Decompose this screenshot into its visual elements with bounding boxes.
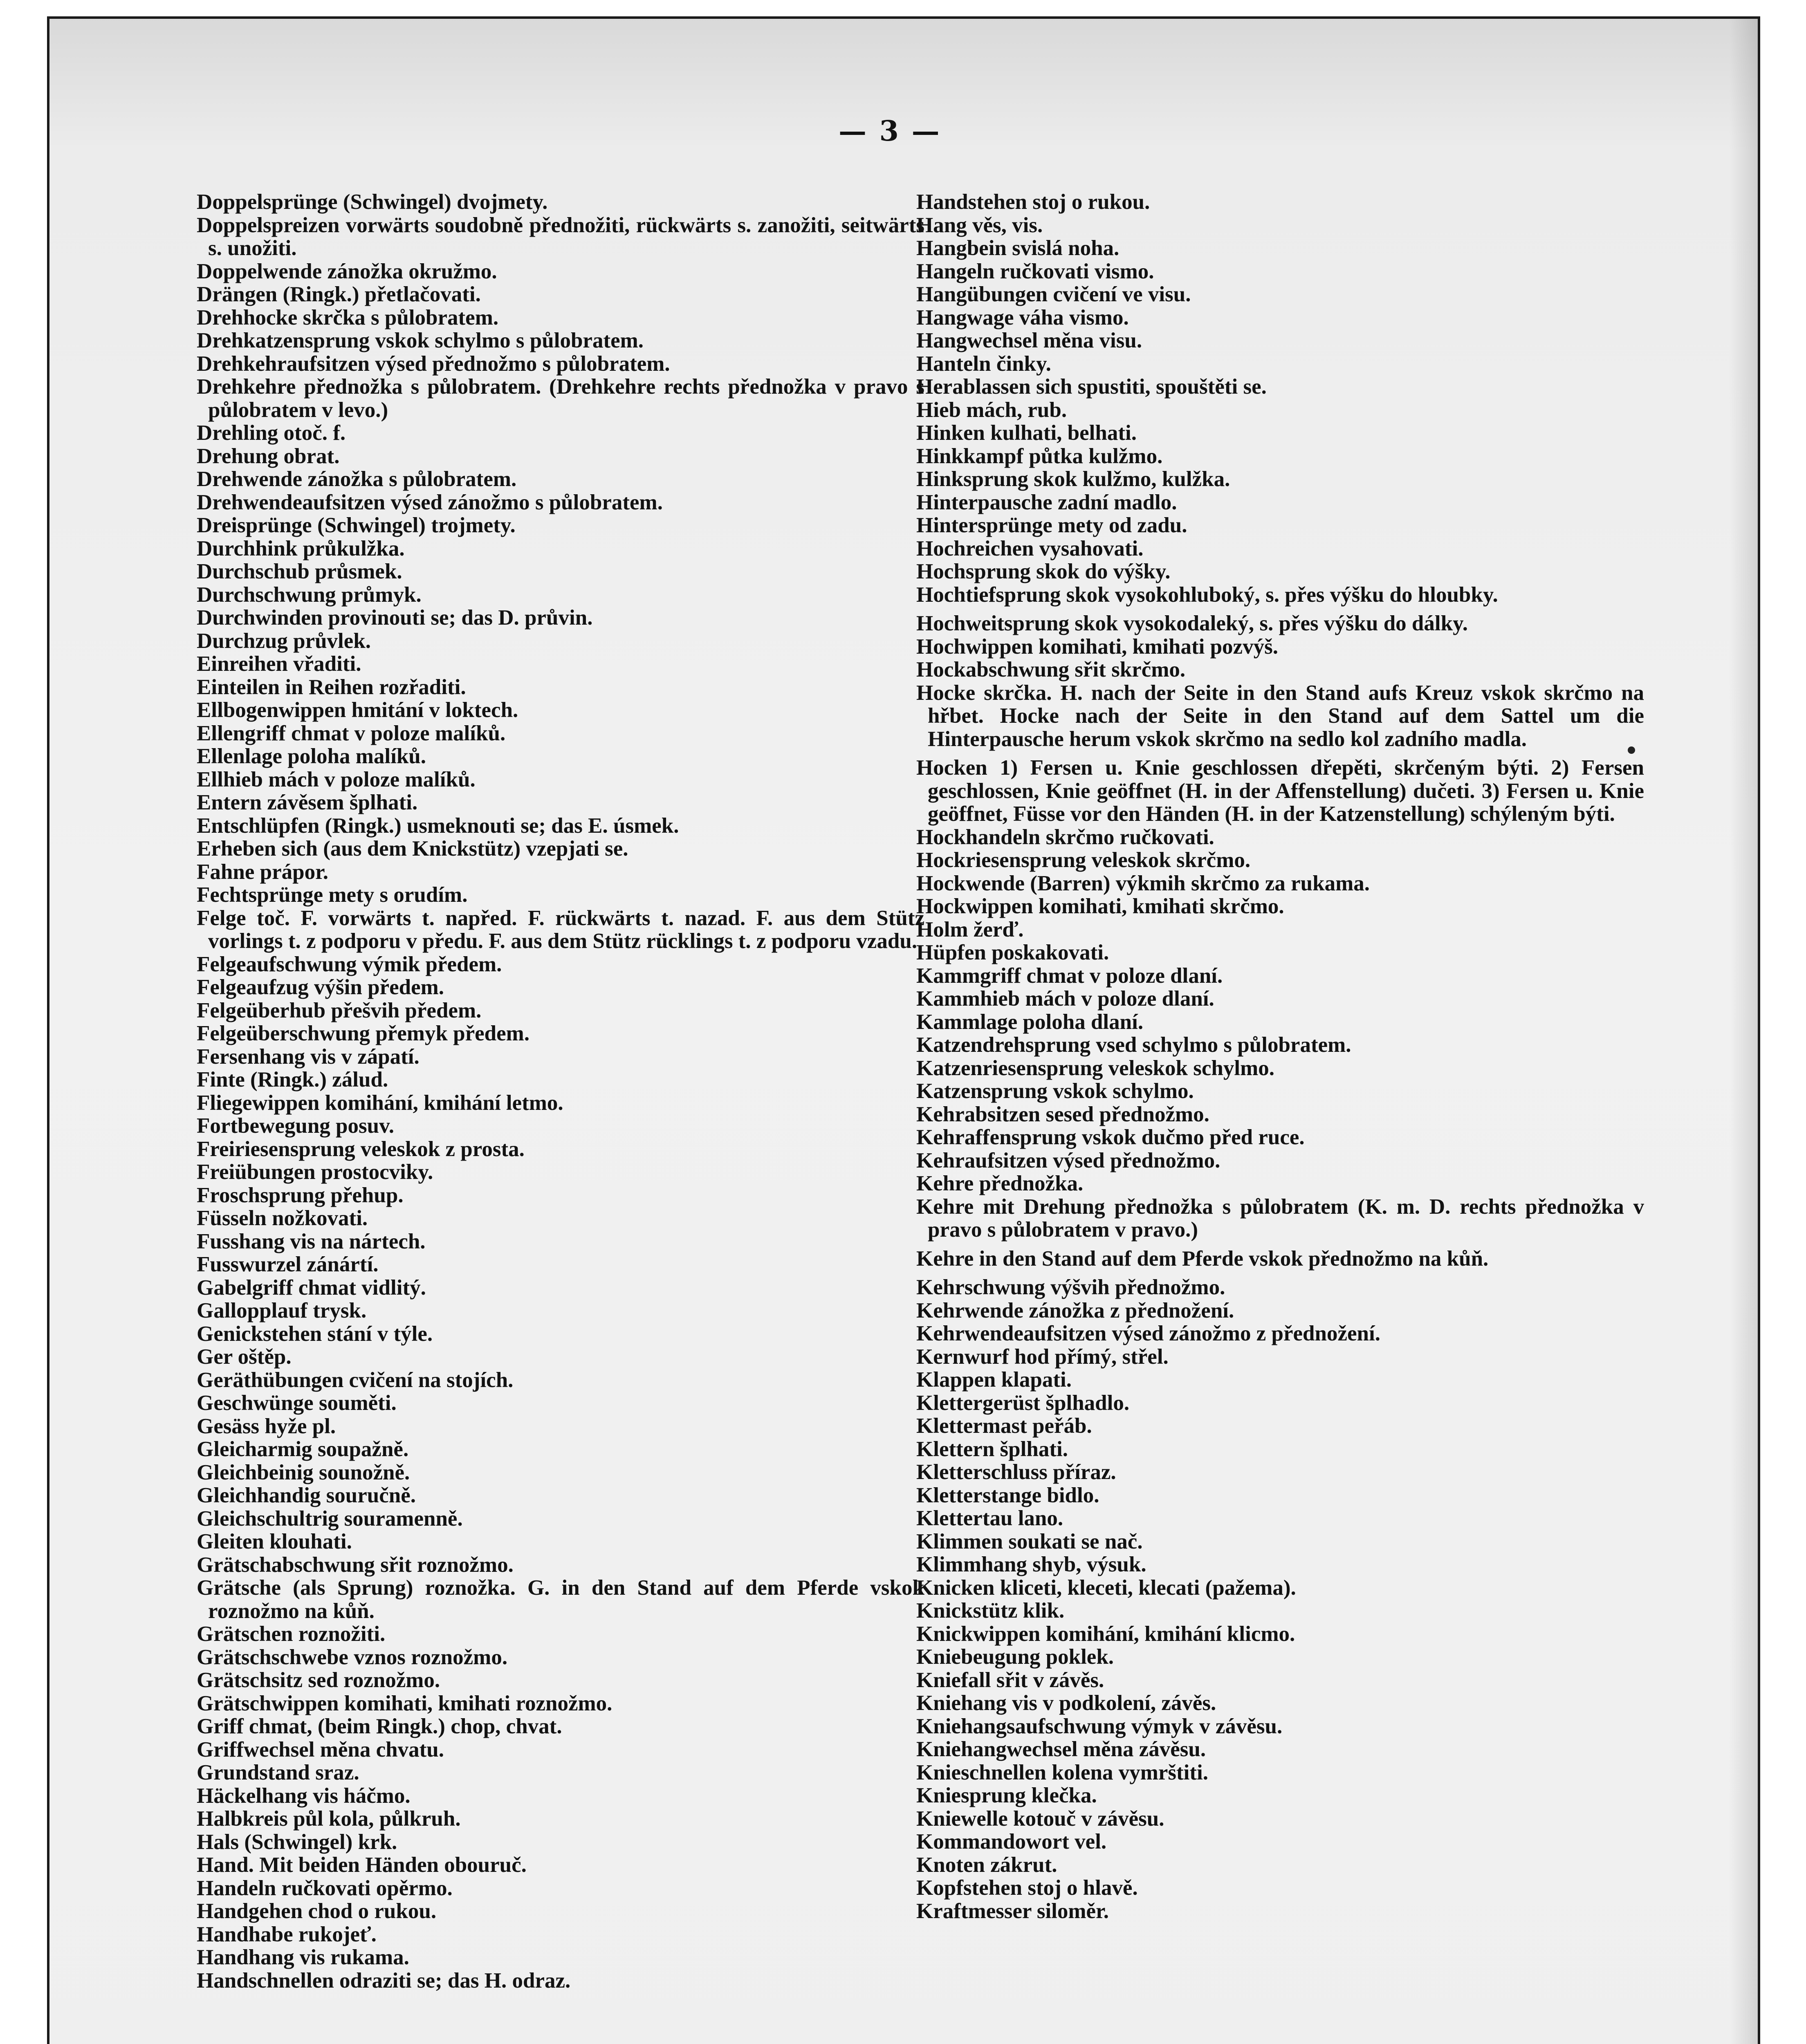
- dictionary-entry: Grätschen roznožiti.: [197, 1622, 386, 1646]
- dictionary-entry: Drehkehre přednožka s půlobratem. (Drehkehre rechts přednožka v pravo s půlobratem v levo.): [197, 375, 924, 422]
- dictionary-entry: Kehrabsitzen sesed přednožmo.: [916, 1102, 1209, 1126]
- right-column: [916, 191, 1644, 1923]
- dictionary-entry: Kammhieb mách v poloze dlaní.: [916, 987, 1214, 1011]
- dictionary-entry: Hochweitsprung skok vysokodaleký, s. přes výšku do dálky.: [916, 612, 1468, 635]
- dictionary-entry: Häckelhang vis háčmo.: [197, 1784, 411, 1808]
- dictionary-entry: Ellhieb mách v poloze malíků.: [197, 767, 476, 791]
- dictionary-entry: Geräthübungen cvičení na stojích.: [197, 1368, 514, 1392]
- dictionary-entry: Felge toč. F. vorwärts t. napřed. F. rückwärts t. nazad. F. aus dem Stütz vorlings t. z podporu v předu. F. aus dem Stütz rücklings t. z podporu vzadu.: [197, 906, 924, 953]
- dictionary-entry: Gleiten klouhati.: [197, 1530, 352, 1553]
- dictionary-entry: Kopfstehen stoj o hlavě.: [916, 1876, 1138, 1900]
- dictionary-entry: Kehraffensprung vskok dučmo před ruce.: [916, 1125, 1305, 1149]
- dictionary-entry: Gleicharmig soupažně.: [197, 1437, 409, 1461]
- dictionary-entry: Handhang vis rukama.: [197, 1945, 409, 1969]
- dictionary-entry: Kammlage poloha dlaní.: [916, 1010, 1144, 1034]
- page-edge-shadow-right: [1729, 19, 1758, 2044]
- dictionary-entry: Hinken kulhati, belhati.: [916, 421, 1137, 445]
- dictionary-entry: Klettermast peřáb.: [916, 1414, 1092, 1438]
- dictionary-entry: Hocken 1) Fersen u. Knie geschlossen dřepěti, skrčeným býti. 2) Fersen geschlossen, Knie geöffnet (H. in der Affenstellung) dučeti. 3) Fersen u. Knie geöffnet, Füsse vor den Händen (H. in der Katzenstellung) schýleným býti.: [916, 756, 1644, 826]
- dictionary-entry: Gleichschultrig souramenně.: [197, 1506, 463, 1531]
- dictionary-entry: Kraftmesser siloměr.: [916, 1899, 1109, 1923]
- dictionary-entry: Hand. Mit beiden Händen obouruč.: [197, 1853, 527, 1877]
- dictionary-entry: Griff chmat, (beim Ringk.) chop, chvat.: [197, 1715, 562, 1738]
- dictionary-entry: Hanteln činky.: [916, 352, 1051, 376]
- dictionary-entry: Hinksprung skok kulžmo, kulžka.: [916, 467, 1230, 491]
- dictionary-entry: Drehwende zánožka s půlobratem.: [197, 467, 517, 491]
- print-speck: [1628, 746, 1635, 754]
- dictionary-entry: Ellbogenwippen hmitání v loktech.: [197, 698, 518, 722]
- dictionary-entry: Durchhink průkulžka.: [197, 536, 405, 560]
- dictionary-entry: Herablassen sich spustiti, spouštěti se.: [916, 375, 1267, 399]
- dictionary-entry: Kniehangsaufschwung výmyk v závěsu.: [916, 1714, 1283, 1738]
- dictionary-entry: Fechtsprünge mety s orudím.: [197, 883, 468, 907]
- dictionary-entry: Kehre in den Stand auf dem Pferde vskok přednožmo na kůň.: [916, 1246, 1489, 1271]
- dictionary-entry: Klettergerüst šplhadlo.: [916, 1391, 1130, 1415]
- dictionary-entry: Freiriesensprung veleskok z prosta.: [197, 1137, 525, 1161]
- dictionary-entry: Drehhocke skrčka s půlobratem.: [197, 305, 499, 329]
- dictionary-entry: Holm žerď.: [916, 917, 1024, 941]
- dictionary-entry: Drängen (Ringk.) přetlačovati.: [197, 282, 481, 306]
- dictionary-entry: Doppelsprünge (Schwingel) dvojmety.: [197, 190, 548, 214]
- dictionary-entry: Geschwünge souměti.: [197, 1391, 397, 1415]
- dictionary-entry: Kommandowort vel.: [916, 1830, 1107, 1853]
- dictionary-entry: Füsseln nožkovati.: [197, 1206, 368, 1230]
- dictionary-entry: Grundstand sraz.: [197, 1761, 359, 1784]
- dictionary-entry: Froschsprung přehup.: [197, 1183, 404, 1207]
- dictionary-entry: Hals (Schwingel) krk.: [197, 1830, 397, 1854]
- dictionary-entry: Hangeln ručkovati vismo.: [916, 259, 1154, 283]
- dictionary-entry: Handschnellen odraziti se; das H. odraz.: [197, 1968, 571, 1992]
- dictionary-entry: Ellengriff chmat v poloze malíků.: [197, 721, 506, 745]
- dictionary-entry: Handstehen stoj o rukou.: [916, 190, 1150, 214]
- dictionary-entry: Hieb mách, rub.: [916, 398, 1067, 422]
- dictionary-entry: Fusshang vis na nártech.: [197, 1229, 426, 1253]
- dictionary-entry: Dreisprünge (Schwingel) trojmety.: [197, 513, 516, 537]
- dictionary-entry: Kammgriff chmat v poloze dlaní.: [916, 964, 1223, 988]
- dictionary-entry: Knieschnellen kolena vymrštiti.: [916, 1760, 1209, 1784]
- dictionary-entry: Ger oštěp.: [197, 1345, 292, 1369]
- dictionary-entry: Knickwippen komihání, kmihání klicmo.: [916, 1622, 1295, 1646]
- dictionary-entry: Kniesprung klečka.: [916, 1784, 1097, 1807]
- dictionary-entry: Katzenriesensprung veleskok schylmo.: [916, 1056, 1274, 1080]
- dictionary-entry: Hang věs, vis.: [916, 213, 1043, 237]
- dictionary-entry: Hockriesensprung veleskok skrčmo.: [916, 848, 1251, 872]
- dictionary-entry: Durchwinden provinouti se; das D. průvin.: [197, 606, 593, 630]
- dictionary-entry: Fortbewegung posuv.: [197, 1114, 394, 1138]
- dictionary-entry: Katzensprung vskok schylmo.: [916, 1079, 1194, 1103]
- dictionary-entry: Klettern šplhati.: [916, 1437, 1068, 1461]
- dictionary-entry: Hockwende (Barren) výkmih skrčmo za rukama.: [916, 871, 1370, 895]
- dictionary-entry: Hockabschwung sřit skrčmo.: [916, 658, 1186, 681]
- dictionary-entry: Felgeüberschwung přemyk předem.: [197, 1022, 530, 1045]
- dictionary-entry: Handhabe rukojeť.: [197, 1922, 377, 1946]
- dictionary-entry: Griffwechsel měna chvatu.: [197, 1737, 444, 1762]
- dictionary-entry: Einreihen vřaditi.: [197, 652, 361, 676]
- dictionary-entry: Drehkatzensprung vskok schylmo s půlobratem.: [197, 329, 644, 352]
- dictionary-entry: Handgehen chod o rukou.: [197, 1899, 437, 1923]
- dictionary-entry: Kletterstange bidlo.: [916, 1483, 1099, 1507]
- dictionary-entry: Halbkreis půl kola, půlkruh.: [197, 1807, 461, 1831]
- dictionary-entry: Fersenhang vis v zápatí.: [197, 1044, 420, 1069]
- dictionary-entry: Hochwippen komihati, kmihati pozvýš.: [916, 634, 1278, 659]
- dictionary-entry: Grätschschwebe vznos roznožmo.: [197, 1645, 508, 1669]
- dictionary-entry: Hochsprung skok do výšky.: [916, 560, 1171, 583]
- dictionary-entry: Gleichbeinig sounožně.: [197, 1460, 410, 1484]
- dictionary-entry: Hockwippen komihati, kmihati skrčmo.: [916, 894, 1284, 918]
- dictionary-entry: Hangbein svislá noha.: [916, 236, 1119, 260]
- dictionary-entry: Genickstehen stání v týle.: [197, 1322, 433, 1346]
- dictionary-entry: Gleichhandig souručně.: [197, 1484, 416, 1507]
- dictionary-entry: Gallopplauf trysk.: [197, 1299, 367, 1322]
- dictionary-entry: Gesäss hyže pl.: [197, 1414, 336, 1438]
- dictionary-entry: Klimmhang shyb, výsuk.: [916, 1553, 1146, 1576]
- dictionary-entry: Kniefall sřit v závěs.: [916, 1668, 1104, 1692]
- dictionary-entry: Kniehang vis v podkolení, závěs.: [916, 1691, 1216, 1715]
- dictionary-entry: Entschlüpfen (Ringk.) usmeknouti se; das E. úsmek.: [197, 814, 679, 838]
- dictionary-entry: Kehraufsitzen výsed přednožmo.: [916, 1148, 1220, 1172]
- dictionary-entry: Hangwechsel měna visu.: [916, 329, 1142, 352]
- dictionary-entry: Kniehangwechsel měna závěsu.: [916, 1737, 1206, 1761]
- dictionary-entry: Felgeaufschwung výmik předem.: [197, 952, 502, 976]
- dictionary-entry: Felgeaufzug výšin předem.: [197, 975, 444, 999]
- dictionary-entry: Ellenlage poloha malíků.: [197, 744, 426, 768]
- dictionary-entry: Drehling otoč. f.: [197, 421, 346, 445]
- dictionary-entry: Finte (Ringk.) zálud.: [197, 1068, 388, 1091]
- dictionary-entry: Kehre přednožka.: [916, 1172, 1084, 1195]
- dictionary-entry: Kniebeugung poklek.: [916, 1645, 1114, 1669]
- dictionary-entry: Klappen klapati.: [916, 1368, 1072, 1392]
- dictionary-entry: Doppelwende zánožka okružmo.: [197, 259, 497, 283]
- dictionary-entry: Katzendrehsprung vsed schylmo s půlobratem.: [916, 1033, 1351, 1057]
- dictionary-entry: Drehkehraufsitzen výsed přednožmo s půlobratem.: [197, 352, 670, 376]
- dictionary-entry: Durchzug průvlek.: [197, 629, 371, 653]
- dictionary-entry: Felgeüberhub přešvih předem.: [197, 998, 482, 1022]
- dictionary-entry: Erheben sich (aus dem Knickstütz) vzepjati se.: [197, 837, 628, 861]
- left-column: [197, 191, 924, 1992]
- dictionary-page: [47, 16, 1760, 2044]
- dictionary-entry: Drehung obrat.: [197, 444, 340, 468]
- dictionary-entry: Fusswurzel zánártí.: [197, 1253, 379, 1276]
- dictionary-entry: Hockhandeln skrčmo ručkovati.: [916, 825, 1214, 849]
- dictionary-entry: Kernwurf hod přímý, střel.: [916, 1345, 1169, 1369]
- dictionary-entry: Gabelgriff chmat vidlitý.: [197, 1275, 426, 1300]
- dictionary-entry: Hüpfen poskakovati.: [916, 941, 1109, 964]
- dictionary-entry: Durchschub průsmek.: [197, 560, 402, 583]
- dictionary-entry: Hintersprünge mety od zadu.: [916, 513, 1187, 537]
- dictionary-entry: Knickstütz klik.: [916, 1599, 1065, 1623]
- dictionary-entry: Entern závěsem šplhati.: [197, 791, 418, 814]
- dictionary-entry: Fliegewippen komihání, kmihání letmo.: [197, 1091, 563, 1115]
- dictionary-entry: Klettertau lano.: [916, 1506, 1063, 1530]
- dictionary-entry: Hochtiefsprung skok vysokohluboký, s. přes výšku do hloubky.: [916, 583, 1498, 607]
- dictionary-entry: Kehrwende zánožka z přednožení.: [916, 1298, 1234, 1322]
- dictionary-entry: Kletterschluss příraz.: [916, 1460, 1116, 1484]
- dictionary-entry: Grätschabschwung sřit roznožmo.: [197, 1553, 514, 1577]
- dictionary-entry: Hochreichen vysahovati.: [916, 536, 1144, 560]
- dictionary-entry: Knoten zákrut.: [916, 1853, 1057, 1877]
- page-number: — 3 —: [839, 115, 941, 148]
- dictionary-entry: Knicken kliceti, kleceti, klecati (pažema).: [916, 1576, 1296, 1600]
- dictionary-entry: Hinkkampf půtka kulžmo.: [916, 444, 1163, 468]
- dictionary-entry: Einteilen in Reihen rozřaditi.: [197, 675, 466, 699]
- dictionary-entry: Doppelspreizen vorwärts soudobně přednožiti, rückwärts s. zanožiti, seitwärts s. unožiti.: [197, 213, 924, 260]
- dictionary-entry: Fahne prápor.: [197, 860, 328, 884]
- dictionary-entry: Kehrwendeaufsitzen výsed zánožmo z přednožení.: [916, 1322, 1380, 1345]
- dictionary-entry: Grätschsitz sed roznožmo.: [197, 1668, 440, 1692]
- dictionary-entry: Drehwendeaufsitzen výsed zánožmo s půlobratem.: [197, 490, 663, 514]
- dictionary-entry: Freiübungen prostocviky.: [197, 1160, 433, 1184]
- dictionary-entry: Hinterpausche zadní madlo.: [916, 490, 1177, 514]
- dictionary-entry: Durchschwung průmyk.: [197, 583, 422, 607]
- dictionary-entry: Kehre mit Drehung přednožka s půlobratem (K. m. D. rechts přednožka v pravo s půlobratem v pravo.): [916, 1195, 1644, 1242]
- dictionary-entry: Kniewelle kotouč v závěsu.: [916, 1806, 1164, 1831]
- dictionary-entry: Klimmen soukati se nač.: [916, 1529, 1143, 1553]
- dictionary-entry: Hangübungen cvičení ve visu.: [916, 282, 1191, 306]
- dictionary-entry: Grätschwippen komihati, kmihati roznožmo.: [197, 1691, 612, 1715]
- dictionary-entry: Hangwage váha vismo.: [916, 305, 1129, 329]
- dictionary-entry: Grätsche (als Sprung) roznožka. G. in den Stand auf dem Pferde vskok roznožmo na kůň.: [197, 1576, 924, 1623]
- dictionary-entry: Kehrschwung výšvih přednožmo.: [916, 1275, 1225, 1299]
- dictionary-entry: Handeln ručkovati opěrmo.: [197, 1876, 453, 1900]
- dictionary-entry: Hocke skrčka. H. nach der Seite in den Stand aufs Kreuz vskok skrčmo na hřbet. Hocke nach der Seite in den Stand auf dem Sattel um die Hinterpausche herum vskok skrčmo na sedlo kol zadního madla.: [916, 681, 1644, 751]
